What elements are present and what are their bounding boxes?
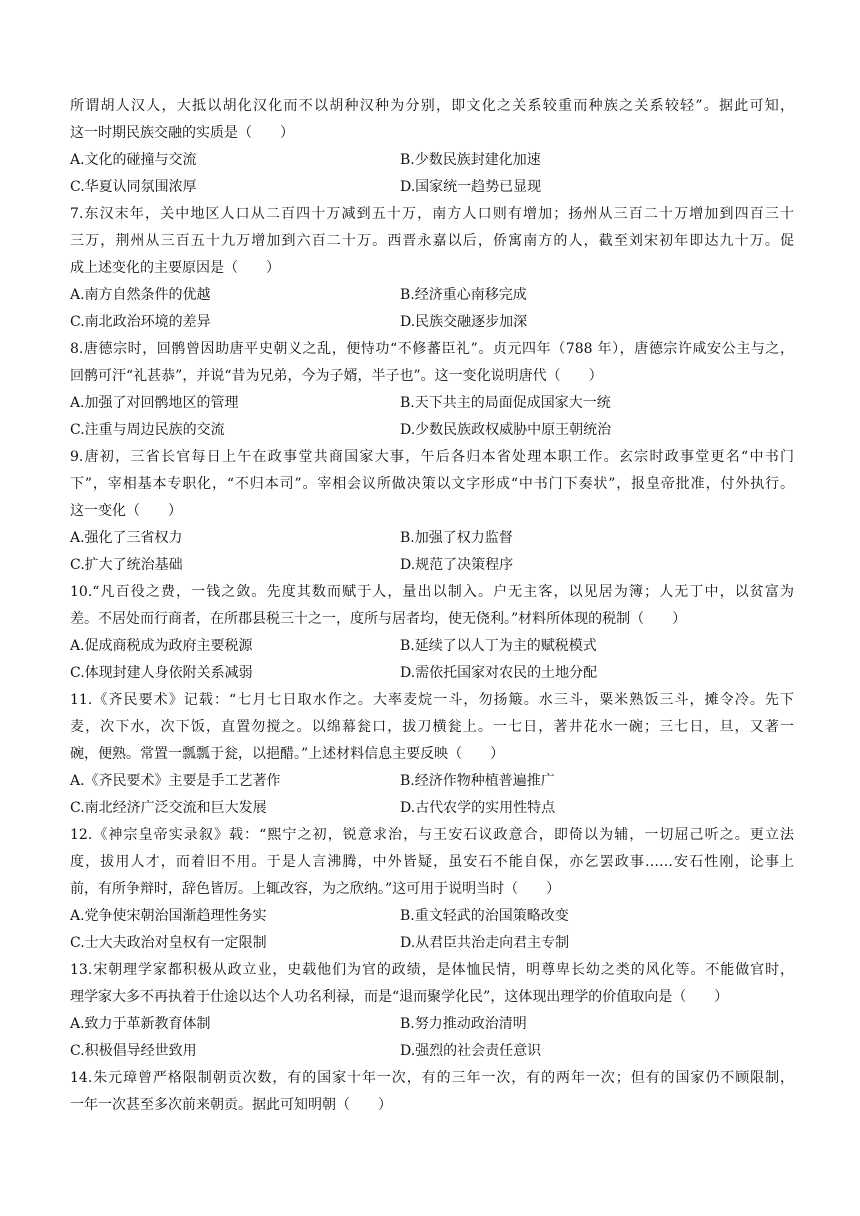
option-a: A.促成商税成为政府主要税源 bbox=[70, 638, 253, 654]
question-text-line: 9.唐初，三省长官每日上午在政事堂共商国家大事，午后各归本省处理本职工作。玄宗时政事堂更名“中书门 bbox=[70, 449, 794, 465]
options-row bbox=[70, 525, 794, 552]
question-text-line: 12.《神宗皇帝实录叙》载：“熙宁之初，锐意求治，与王安石议政意合，即倚以为辅，一切屈己听之。更立法 bbox=[70, 827, 794, 843]
option-c: C.南北政治环境的差异 bbox=[70, 314, 211, 330]
question-text-line: 这一变化（ ） bbox=[70, 503, 182, 519]
option-b: B.努力推动政治清明 bbox=[400, 1016, 527, 1032]
question-text-line: 所谓胡人汉人，大抵以胡化汉化而不以胡种汉种为分别，即文化之关系较重而种族之关系较轻”。据此可知， bbox=[70, 98, 794, 114]
question-text-line: 成上述变化的主要原因是（ ） bbox=[70, 260, 280, 276]
question-text-line: 8.唐德宗时，回鹘曾因助唐平史朝义之乱，便恃功“不修蕃臣礼”。贞元四年（788 年），唐德宗许咸安公主与之， bbox=[70, 341, 794, 357]
option-b: B.天下共主的局面促成国家大一统 bbox=[400, 395, 611, 411]
option-c: C.扩大了统治基础 bbox=[70, 557, 183, 573]
option-b: B.延续了以人丁为主的赋税模式 bbox=[400, 638, 597, 654]
question-text-line: 碗，便熟。常置一瓢瓢于瓮，以挹醋。”上述材料信息主要反映（ ） bbox=[70, 746, 505, 762]
question-7 bbox=[70, 201, 794, 336]
option-c: C.南北经济广泛交流和巨大发展 bbox=[70, 800, 267, 816]
options-row bbox=[70, 417, 794, 444]
option-a: A.致力于革新教育体制 bbox=[70, 1016, 211, 1032]
question-text-line: 前，有所争辩时，辞色皆厉。上辄改容，为之欣纳。”这可用于说明当时（ ） bbox=[70, 881, 561, 897]
question-text-line: 10.“凡百役之费，一钱之敛。先度其数而赋于人，量出以制入。户无主客，以见居为簿；人无丁中，以贫富为 bbox=[70, 584, 794, 600]
option-d: D.古代农学的实用性特点 bbox=[400, 800, 556, 816]
question-10 bbox=[70, 579, 794, 687]
option-d: D.规范了决策程序 bbox=[400, 557, 514, 573]
question-9 bbox=[70, 444, 794, 579]
option-d: D.民族交融逐步加深 bbox=[400, 314, 528, 330]
options-row bbox=[70, 903, 794, 930]
question-6 bbox=[70, 93, 794, 201]
options-row bbox=[70, 309, 794, 336]
question-text-line: 7.东汉末年，关中地区人口从二百四十万减到五十万，南方人口则有增加；扬州从三百二十万增加到四百三十 bbox=[70, 206, 794, 222]
option-a: A.《齐民要术》主要是手工艺著作 bbox=[70, 773, 281, 789]
question-12 bbox=[70, 822, 794, 957]
option-b: B.少数民族封建化加速 bbox=[400, 152, 541, 168]
question-text-line: 14.朱元璋曾严格限制朝贡次数，有的国家十年一次，有的三年一次，有的两年一次；但有的国家仍不顾限制， bbox=[70, 1070, 794, 1086]
options-row bbox=[70, 147, 794, 174]
exam-page bbox=[70, 93, 794, 1119]
question-14 bbox=[70, 1065, 794, 1119]
option-d: D.需依托国家对农民的土地分配 bbox=[400, 665, 598, 681]
option-b: B.经济作物种植普遍推广 bbox=[400, 773, 555, 789]
option-a: A.文化的碰撞与交流 bbox=[70, 152, 197, 168]
question-text-line: 13.宋朝理学家都积极从政立业，史载他们为官的政绩，是体恤民情，明尊卑长幼之类的风化等。不能做官时， bbox=[70, 962, 794, 978]
option-c: C.注重与周边民族的交流 bbox=[70, 422, 225, 438]
option-d: D.强烈的社会责任意识 bbox=[400, 1043, 542, 1059]
question-text-line: 理学家大多不再执着于仕途以达个人功名利禄，而是“退而聚学化民”，这体现出理学的价值取向是（ ） bbox=[70, 989, 729, 1005]
question-text-line: 回鹘可汗“礼甚恭”，并说“昔为兄弟，今为子婿，半子也”。这一变化说明唐代（ ） bbox=[70, 368, 603, 384]
question-text-line: 一年一次甚至多次前来朝贡。据此可知明朝（ ） bbox=[70, 1097, 392, 1113]
options-row bbox=[70, 1011, 794, 1038]
option-a: A.南方自然条件的优越 bbox=[70, 287, 211, 303]
question-text-line: 这一时期民族交融的实质是（ ） bbox=[70, 125, 294, 141]
question-8 bbox=[70, 336, 794, 444]
options-row bbox=[70, 930, 794, 957]
options-row bbox=[70, 552, 794, 579]
options-row bbox=[70, 174, 794, 201]
option-c: C.积极倡导经世致用 bbox=[70, 1043, 197, 1059]
question-text-line: 三万，荆州从三百五十九万增加到六百二十万。西晋永嘉以后，侨寓南方的人，截至刘宋初年即达九十万。促 bbox=[70, 233, 794, 249]
options-row bbox=[70, 633, 794, 660]
option-c: C.华夏认同氛围浓厚 bbox=[70, 179, 197, 195]
option-a: A.加强了对回鹘地区的管理 bbox=[70, 395, 239, 411]
question-11 bbox=[70, 687, 794, 822]
options-row bbox=[70, 282, 794, 309]
option-a: A.党争使宋朝治国渐趋理性务实 bbox=[70, 908, 267, 924]
question-text-line: 差。不居处而行商者，在所郡县税三十之一，度所与居者均，使无侥利。”材料所体现的税制（ ） bbox=[70, 611, 687, 627]
option-b: B.加强了权力监督 bbox=[400, 530, 513, 546]
question-text-line: 度，拔用人才，而着旧不用。于是人言沸腾，中外皆疑，虽安石不能自保，亦乞罢政事……安石性刚，论事上 bbox=[70, 854, 794, 870]
options-row bbox=[70, 795, 794, 822]
option-d: D.国家统一趋势已显现 bbox=[400, 179, 542, 195]
option-c: C.体现封建人身依附关系减弱 bbox=[70, 665, 253, 681]
question-text-line: 下”，宰相基本专职化，“不归本司”。宰相会议所做决策以文字形成“中书门下奏状”，报皇帝批准，付外执行。 bbox=[70, 476, 794, 492]
option-a: A.强化了三省权力 bbox=[70, 530, 183, 546]
option-d: D.从君臣共治走向君主专制 bbox=[400, 935, 570, 951]
options-row bbox=[70, 1038, 794, 1065]
option-b: B.经济重心南移完成 bbox=[400, 287, 527, 303]
option-d: D.少数民族政权威胁中原王朝统治 bbox=[400, 422, 612, 438]
option-b: B.重文轻武的治国策略改变 bbox=[400, 908, 569, 924]
question-text-line: 麦，次下水，次下饭，直置勿搅之。以绵幕瓮口，拔刀横瓮上。一七日，著井花水一碗；三七日，旦，又著一 bbox=[70, 719, 794, 735]
options-row bbox=[70, 768, 794, 795]
options-row bbox=[70, 390, 794, 417]
options-row bbox=[70, 660, 794, 687]
option-c: C.士大夫政治对皇权有一定限制 bbox=[70, 935, 267, 951]
question-13 bbox=[70, 957, 794, 1065]
question-text-line: 11.《齐民要术》记载：“七月七日取水作之。大率麦烷一斗，勿扬簸。水三斗，粟米熟饭三斗，摊令冷。先下 bbox=[70, 692, 794, 708]
